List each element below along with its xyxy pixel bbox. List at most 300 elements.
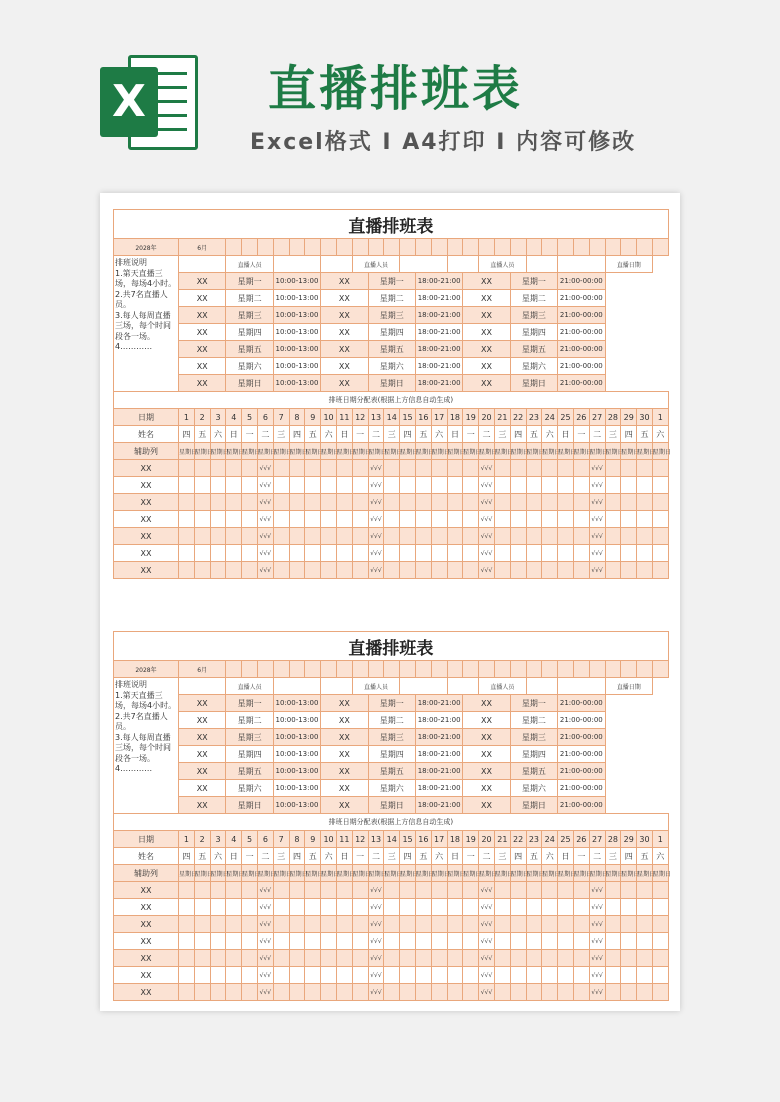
time-slot[interactable]: 21:00-00:00 xyxy=(558,780,605,797)
schedule-cell[interactable] xyxy=(384,882,400,899)
time-slot[interactable]: 10:00-13:00 xyxy=(273,358,320,375)
check-mark[interactable]: √√√ xyxy=(368,933,384,950)
schedule-cell[interactable] xyxy=(542,984,558,1001)
schedule-cell[interactable] xyxy=(336,967,352,984)
aux-cell[interactable]: 星期日 xyxy=(257,443,273,460)
check-mark[interactable]: √√√ xyxy=(479,494,495,511)
aux-cell[interactable]: 星期日 xyxy=(226,443,242,460)
schedule-cell[interactable] xyxy=(289,545,305,562)
weekday[interactable]: 星期六 xyxy=(510,358,557,375)
day-name[interactable]: 六 xyxy=(542,848,558,865)
check-mark[interactable]: √√√ xyxy=(589,494,605,511)
grid-cell[interactable] xyxy=(289,661,305,678)
date-label[interactable]: 日期 xyxy=(114,409,179,426)
schedule-cell[interactable] xyxy=(652,511,668,528)
time-slot[interactable]: 21:00-00:00 xyxy=(558,290,605,307)
check-mark[interactable]: √√√ xyxy=(589,562,605,579)
aux-cell[interactable]: 星期日 xyxy=(226,865,242,882)
schedule-cell[interactable] xyxy=(289,477,305,494)
schedule-cell[interactable] xyxy=(605,477,621,494)
schedule-cell[interactable] xyxy=(321,933,337,950)
schedule-cell[interactable] xyxy=(510,511,526,528)
check-mark[interactable]: √√√ xyxy=(479,477,495,494)
schedule-cell[interactable] xyxy=(510,494,526,511)
schedule-cell[interactable] xyxy=(463,950,479,967)
weekday[interactable]: 星期二 xyxy=(368,712,415,729)
time-slot[interactable]: 18:00-21:00 xyxy=(415,695,462,712)
anchor-name[interactable]: XX xyxy=(463,358,510,375)
schedule-cell[interactable] xyxy=(431,460,447,477)
schedule-cell[interactable] xyxy=(352,562,368,579)
day-number[interactable]: 25 xyxy=(558,831,574,848)
schedule-cell[interactable] xyxy=(273,528,289,545)
anchor-name[interactable]: XX xyxy=(463,307,510,324)
aux-cell[interactable]: 星期日 xyxy=(305,865,321,882)
header-grid-cell[interactable] xyxy=(273,256,320,273)
grid-cell[interactable] xyxy=(621,239,637,256)
weekday[interactable]: 星期三 xyxy=(226,307,273,324)
grid-cell[interactable] xyxy=(321,239,337,256)
weekday[interactable]: 星期五 xyxy=(368,763,415,780)
grid-cell[interactable] xyxy=(605,661,621,678)
schedule-cell[interactable] xyxy=(637,494,653,511)
weekday[interactable]: 星期五 xyxy=(226,341,273,358)
schedule-cell[interactable] xyxy=(494,882,510,899)
header-grid-cell[interactable] xyxy=(447,678,479,695)
anchor-name[interactable]: XX xyxy=(179,307,226,324)
day-number[interactable]: 26 xyxy=(573,831,589,848)
grid-cell[interactable] xyxy=(305,239,321,256)
schedule-cell[interactable] xyxy=(305,528,321,545)
schedule-cell[interactable] xyxy=(400,460,416,477)
schedule-cell[interactable] xyxy=(400,477,416,494)
schedule-cell[interactable] xyxy=(415,899,431,916)
anchor-name[interactable]: XX xyxy=(179,729,226,746)
time-slot[interactable]: 18:00-21:00 xyxy=(415,358,462,375)
anchor-name[interactable]: XX xyxy=(463,746,510,763)
time-slot[interactable]: 10:00-13:00 xyxy=(273,763,320,780)
schedule-cell[interactable] xyxy=(494,477,510,494)
anchor-name[interactable]: XX xyxy=(321,273,368,290)
schedule-cell[interactable] xyxy=(526,477,542,494)
grid-cell[interactable] xyxy=(447,661,463,678)
weekday[interactable]: 星期三 xyxy=(510,307,557,324)
schedule-cell[interactable] xyxy=(494,460,510,477)
schedule-cell[interactable] xyxy=(289,950,305,967)
schedule-cell[interactable] xyxy=(321,545,337,562)
schedule-cell[interactable] xyxy=(463,562,479,579)
schedule-cell[interactable] xyxy=(494,899,510,916)
day-number[interactable]: 20 xyxy=(479,409,495,426)
day-number[interactable]: 18 xyxy=(447,831,463,848)
header-grid-cell[interactable] xyxy=(179,256,226,273)
header-grid-cell[interactable] xyxy=(321,678,353,695)
schedule-cell[interactable] xyxy=(400,916,416,933)
person-name[interactable]: XX xyxy=(114,967,179,984)
schedule-cell[interactable] xyxy=(273,984,289,1001)
schedule-cell[interactable] xyxy=(179,967,195,984)
day-number[interactable]: 10 xyxy=(321,831,337,848)
schedule-cell[interactable] xyxy=(194,882,210,899)
day-name[interactable]: 二 xyxy=(257,426,273,443)
schedule-cell[interactable] xyxy=(652,916,668,933)
check-mark[interactable]: √√√ xyxy=(479,562,495,579)
weekday[interactable]: 星期二 xyxy=(368,290,415,307)
schedule-cell[interactable] xyxy=(447,950,463,967)
schedule-cell[interactable] xyxy=(558,950,574,967)
weekday[interactable]: 星期日 xyxy=(510,375,557,392)
grid-cell[interactable] xyxy=(226,661,242,678)
anchor-name[interactable]: XX xyxy=(463,375,510,392)
schedule-cell[interactable] xyxy=(289,528,305,545)
schedule-cell[interactable] xyxy=(447,477,463,494)
aux-cell[interactable]: 星期日 xyxy=(526,865,542,882)
day-number[interactable]: 9 xyxy=(305,409,321,426)
schedule-cell[interactable] xyxy=(273,494,289,511)
schedule-cell[interactable] xyxy=(321,477,337,494)
schedule-cell[interactable] xyxy=(194,494,210,511)
person-name[interactable]: XX xyxy=(114,899,179,916)
schedule-cell[interactable] xyxy=(637,967,653,984)
aux-cell[interactable]: 星期日 xyxy=(621,865,637,882)
schedule-cell[interactable] xyxy=(242,933,258,950)
day-name[interactable]: 四 xyxy=(289,848,305,865)
day-number[interactable]: 25 xyxy=(558,409,574,426)
schedule-cell[interactable] xyxy=(573,933,589,950)
aux-cell[interactable]: 星期日 xyxy=(510,865,526,882)
day-name[interactable]: 五 xyxy=(637,426,653,443)
grid-cell[interactable] xyxy=(494,239,510,256)
time-slot[interactable]: 21:00-00:00 xyxy=(558,746,605,763)
day-number[interactable]: 28 xyxy=(605,831,621,848)
schedule-cell[interactable] xyxy=(400,545,416,562)
anchor-label[interactable]: 直播人员 xyxy=(352,256,399,273)
day-number[interactable]: 5 xyxy=(242,831,258,848)
grid-cell[interactable] xyxy=(273,661,289,678)
schedule-cell[interactable] xyxy=(621,545,637,562)
grid-cell[interactable] xyxy=(479,661,495,678)
schedule-cell[interactable] xyxy=(542,528,558,545)
schedule-cell[interactable] xyxy=(321,950,337,967)
aux-cell[interactable]: 星期日 xyxy=(336,443,352,460)
day-number[interactable]: 4 xyxy=(226,831,242,848)
person-name[interactable]: XX xyxy=(114,882,179,899)
schedule-cell[interactable] xyxy=(463,933,479,950)
grid-cell[interactable] xyxy=(479,239,495,256)
schedule-cell[interactable] xyxy=(447,967,463,984)
anchor-name[interactable]: XX xyxy=(179,780,226,797)
schedule-cell[interactable] xyxy=(289,899,305,916)
schedule-cell[interactable] xyxy=(494,916,510,933)
schedule-cell[interactable] xyxy=(226,984,242,1001)
header-grid-cell[interactable] xyxy=(400,678,447,695)
aux-cell[interactable]: 星期日 xyxy=(210,443,226,460)
person-name[interactable]: XX xyxy=(114,916,179,933)
grid-cell[interactable] xyxy=(463,239,479,256)
schedule-cell[interactable] xyxy=(226,545,242,562)
grid-cell[interactable] xyxy=(305,661,321,678)
weekday[interactable]: 星期四 xyxy=(226,324,273,341)
schedule-cell[interactable] xyxy=(194,545,210,562)
weekday[interactable]: 星期二 xyxy=(226,712,273,729)
time-slot[interactable]: 18:00-21:00 xyxy=(415,763,462,780)
schedule-cell[interactable] xyxy=(336,494,352,511)
schedule-cell[interactable] xyxy=(558,460,574,477)
schedule-cell[interactable] xyxy=(652,950,668,967)
schedule-cell[interactable] xyxy=(447,933,463,950)
check-mark[interactable]: √√√ xyxy=(368,950,384,967)
time-slot[interactable]: 18:00-21:00 xyxy=(415,746,462,763)
schedule-cell[interactable] xyxy=(637,899,653,916)
schedule-cell[interactable] xyxy=(194,528,210,545)
schedule-cell[interactable] xyxy=(463,967,479,984)
weekday[interactable]: 星期一 xyxy=(368,273,415,290)
aux-cell[interactable]: 星期日 xyxy=(384,865,400,882)
schedule-cell[interactable] xyxy=(179,950,195,967)
weekday[interactable]: 星期二 xyxy=(510,712,557,729)
schedule-cell[interactable] xyxy=(226,933,242,950)
weekday[interactable]: 星期六 xyxy=(510,780,557,797)
time-slot[interactable]: 10:00-13:00 xyxy=(273,307,320,324)
schedule-cell[interactable] xyxy=(637,562,653,579)
schedule-cell[interactable] xyxy=(226,899,242,916)
anchor-name[interactable]: XX xyxy=(179,797,226,814)
schedule-cell[interactable] xyxy=(510,916,526,933)
check-mark[interactable]: √√√ xyxy=(257,460,273,477)
day-name[interactable]: 二 xyxy=(368,848,384,865)
grid-cell[interactable] xyxy=(384,239,400,256)
header-grid-cell[interactable] xyxy=(179,678,226,695)
schedule-cell[interactable] xyxy=(321,916,337,933)
person-name[interactable]: XX xyxy=(114,545,179,562)
day-name[interactable]: 二 xyxy=(479,426,495,443)
check-mark[interactable]: √√√ xyxy=(479,511,495,528)
anchor-name[interactable]: XX xyxy=(321,695,368,712)
aux-cell[interactable]: 星期日 xyxy=(321,443,337,460)
schedule-cell[interactable] xyxy=(336,899,352,916)
weekday[interactable]: 星期二 xyxy=(510,290,557,307)
day-name[interactable]: 一 xyxy=(242,426,258,443)
day-name[interactable]: 五 xyxy=(415,426,431,443)
day-name[interactable]: 三 xyxy=(384,848,400,865)
day-name[interactable]: 五 xyxy=(194,848,210,865)
aux-cell[interactable]: 星期日 xyxy=(210,865,226,882)
schedule-cell[interactable] xyxy=(431,967,447,984)
aux-cell[interactable]: 星期日 xyxy=(652,865,668,882)
schedule-cell[interactable] xyxy=(352,545,368,562)
schedule-cell[interactable] xyxy=(352,494,368,511)
schedule-cell[interactable] xyxy=(210,933,226,950)
schedule-cell[interactable] xyxy=(415,967,431,984)
check-mark[interactable]: √√√ xyxy=(257,950,273,967)
anchor-name[interactable]: XX xyxy=(179,746,226,763)
schedule-cell[interactable] xyxy=(415,882,431,899)
schedule-cell[interactable] xyxy=(621,460,637,477)
grid-cell[interactable] xyxy=(400,661,416,678)
date-label[interactable]: 直播日期 xyxy=(605,256,652,273)
schedule-cell[interactable] xyxy=(494,511,510,528)
day-number[interactable]: 30 xyxy=(637,409,653,426)
schedule-cell[interactable] xyxy=(226,460,242,477)
aux-cell[interactable]: 星期日 xyxy=(605,865,621,882)
anchor-name[interactable]: XX xyxy=(321,358,368,375)
check-mark[interactable]: √√√ xyxy=(479,545,495,562)
header-grid-cell[interactable] xyxy=(526,256,558,273)
schedule-cell[interactable] xyxy=(652,528,668,545)
time-slot[interactable]: 10:00-13:00 xyxy=(273,729,320,746)
day-number[interactable]: 2 xyxy=(194,409,210,426)
time-slot[interactable]: 21:00-00:00 xyxy=(558,797,605,814)
aux-cell[interactable]: 星期日 xyxy=(368,865,384,882)
schedule-cell[interactable] xyxy=(305,562,321,579)
weekday[interactable]: 星期五 xyxy=(510,341,557,358)
anchor-name[interactable]: XX xyxy=(463,712,510,729)
time-slot[interactable]: 18:00-21:00 xyxy=(415,375,462,392)
weekday[interactable]: 星期六 xyxy=(368,780,415,797)
header-grid-cell[interactable] xyxy=(273,678,320,695)
schedule-cell[interactable] xyxy=(605,984,621,1001)
schedule-cell[interactable] xyxy=(526,562,542,579)
check-mark[interactable]: √√√ xyxy=(589,545,605,562)
schedule-cell[interactable] xyxy=(384,916,400,933)
time-slot[interactable]: 21:00-00:00 xyxy=(558,307,605,324)
schedule-cell[interactable] xyxy=(494,933,510,950)
day-name[interactable]: 六 xyxy=(431,426,447,443)
schedule-cell[interactable] xyxy=(526,899,542,916)
schedule-cell[interactable] xyxy=(210,950,226,967)
header-grid-cell[interactable] xyxy=(558,256,605,273)
time-slot[interactable]: 21:00-00:00 xyxy=(558,324,605,341)
day-number[interactable]: 15 xyxy=(400,409,416,426)
schedule-cell[interactable] xyxy=(226,882,242,899)
schedule-cell[interactable] xyxy=(384,545,400,562)
aux-cell[interactable]: 星期日 xyxy=(479,865,495,882)
weekday[interactable]: 星期一 xyxy=(226,273,273,290)
schedule-cell[interactable] xyxy=(273,899,289,916)
grid-cell[interactable] xyxy=(573,661,589,678)
day-number[interactable]: 30 xyxy=(637,831,653,848)
day-name[interactable]: 六 xyxy=(210,426,226,443)
day-name[interactable]: 四 xyxy=(621,426,637,443)
date-label[interactable]: 日期 xyxy=(114,831,179,848)
check-mark[interactable]: √√√ xyxy=(368,494,384,511)
check-mark[interactable]: √√√ xyxy=(589,528,605,545)
aux-cell[interactable]: 星期日 xyxy=(573,865,589,882)
schedule-cell[interactable] xyxy=(542,511,558,528)
schedule-cell[interactable] xyxy=(273,562,289,579)
day-name[interactable]: 五 xyxy=(637,848,653,865)
day-name[interactable]: 三 xyxy=(605,426,621,443)
schedule-cell[interactable] xyxy=(621,899,637,916)
anchor-name[interactable]: XX xyxy=(179,375,226,392)
schedule-cell[interactable] xyxy=(384,950,400,967)
schedule-cell[interactable] xyxy=(289,984,305,1001)
anchor-label[interactable]: 直播人员 xyxy=(352,678,399,695)
day-name[interactable]: 日 xyxy=(447,848,463,865)
schedule-cell[interactable] xyxy=(242,545,258,562)
schedule-cell[interactable] xyxy=(415,562,431,579)
schedule-cell[interactable] xyxy=(652,562,668,579)
grid-cell[interactable] xyxy=(273,239,289,256)
anchor-name[interactable]: XX xyxy=(321,763,368,780)
schedule-cell[interactable] xyxy=(305,899,321,916)
day-number[interactable]: 7 xyxy=(273,409,289,426)
schedule-cell[interactable] xyxy=(352,528,368,545)
day-number[interactable]: 1 xyxy=(179,831,195,848)
schedule-cell[interactable] xyxy=(652,984,668,1001)
check-mark[interactable]: √√√ xyxy=(368,477,384,494)
aux-cell[interactable]: 星期日 xyxy=(463,443,479,460)
time-slot[interactable]: 21:00-00:00 xyxy=(558,358,605,375)
day-name[interactable]: 四 xyxy=(621,848,637,865)
day-number[interactable]: 6 xyxy=(257,409,273,426)
grid-cell[interactable] xyxy=(336,239,352,256)
check-mark[interactable]: √√√ xyxy=(368,511,384,528)
schedule-cell[interactable] xyxy=(336,511,352,528)
check-mark[interactable]: √√√ xyxy=(257,562,273,579)
schedule-cell[interactable] xyxy=(652,933,668,950)
aux-cell[interactable]: 星期日 xyxy=(242,865,258,882)
schedule-cell[interactable] xyxy=(242,460,258,477)
schedule-cell[interactable] xyxy=(321,511,337,528)
schedule-cell[interactable] xyxy=(637,545,653,562)
anchor-name[interactable]: XX xyxy=(179,341,226,358)
person-name[interactable]: XX xyxy=(114,950,179,967)
schedule-cell[interactable] xyxy=(305,984,321,1001)
grid-cell[interactable] xyxy=(463,661,479,678)
schedule-cell[interactable] xyxy=(242,511,258,528)
day-number[interactable]: 13 xyxy=(368,831,384,848)
day-number[interactable]: 22 xyxy=(510,409,526,426)
aux-cell[interactable]: 星期日 xyxy=(479,443,495,460)
check-mark[interactable]: √√√ xyxy=(257,967,273,984)
anchor-name[interactable]: XX xyxy=(179,358,226,375)
month-cell[interactable]: 6月 xyxy=(179,239,226,256)
aux-cell[interactable]: 星期日 xyxy=(336,865,352,882)
anchor-name[interactable]: XX xyxy=(321,341,368,358)
schedule-cell[interactable] xyxy=(321,528,337,545)
weekday[interactable]: 星期六 xyxy=(226,780,273,797)
schedule-cell[interactable] xyxy=(605,967,621,984)
schedule-cell[interactable] xyxy=(447,494,463,511)
schedule-cell[interactable] xyxy=(242,528,258,545)
header-grid-cell[interactable] xyxy=(321,256,353,273)
schedule-cell[interactable] xyxy=(336,545,352,562)
schedule-cell[interactable] xyxy=(179,511,195,528)
schedule-cell[interactable] xyxy=(415,494,431,511)
grid-cell[interactable] xyxy=(242,661,258,678)
schedule-cell[interactable] xyxy=(526,916,542,933)
day-name[interactable]: 六 xyxy=(321,426,337,443)
grid-cell[interactable] xyxy=(637,239,653,256)
schedule-cell[interactable] xyxy=(605,950,621,967)
schedule-cell[interactable] xyxy=(447,916,463,933)
schedule-cell[interactable] xyxy=(542,562,558,579)
schedule-cell[interactable] xyxy=(305,967,321,984)
schedule-cell[interactable] xyxy=(289,916,305,933)
anchor-name[interactable]: XX xyxy=(321,729,368,746)
schedule-cell[interactable] xyxy=(573,899,589,916)
time-slot[interactable]: 21:00-00:00 xyxy=(558,273,605,290)
anchor-name[interactable]: XX xyxy=(321,780,368,797)
schedule-cell[interactable] xyxy=(289,882,305,899)
anchor-label[interactable]: 直播人员 xyxy=(226,678,273,695)
aux-cell[interactable]: 星期日 xyxy=(179,865,195,882)
day-number[interactable]: 27 xyxy=(589,409,605,426)
weekday[interactable]: 星期三 xyxy=(510,729,557,746)
day-name[interactable]: 五 xyxy=(526,426,542,443)
aux-cell[interactable]: 星期日 xyxy=(289,865,305,882)
